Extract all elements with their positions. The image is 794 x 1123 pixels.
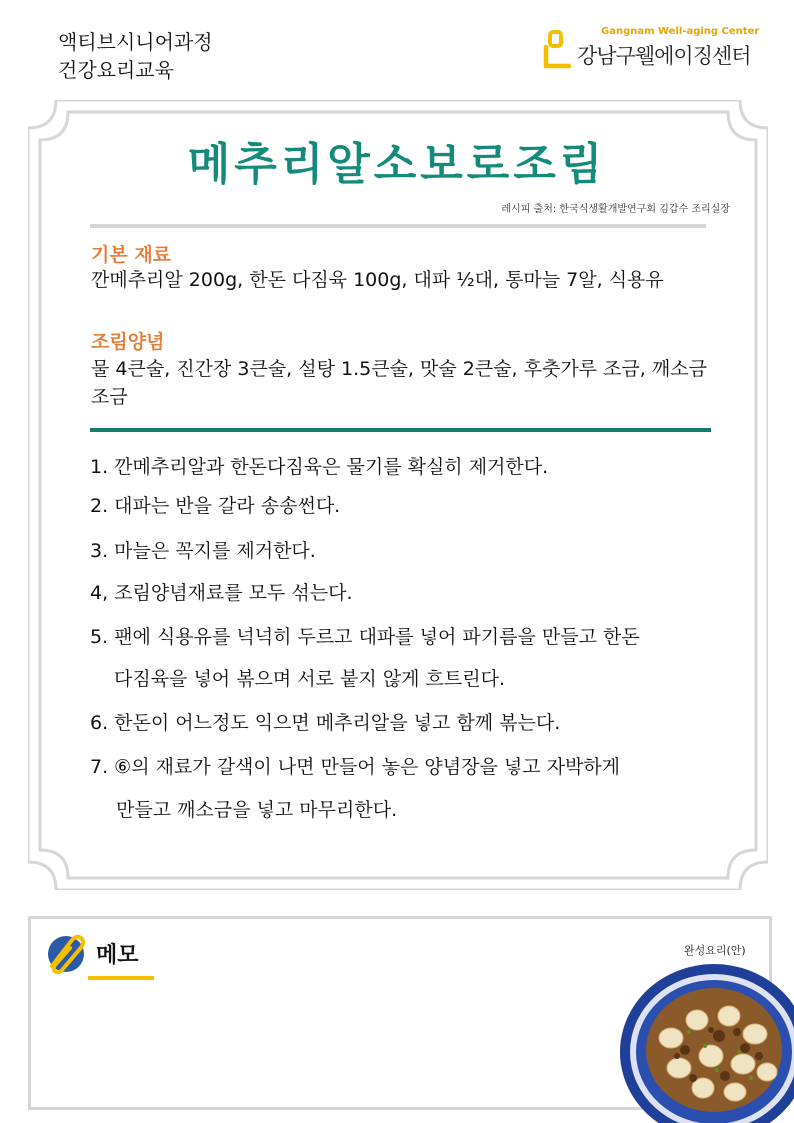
step-2: 2. 대파는 반을 갈라 송송썬다.	[90, 495, 341, 517]
step-4: 4, 조림양념재료를 모두 섞는다.	[90, 582, 353, 604]
step-6: 6. 한돈이 어느정도 익으면 메추리알을 넣고 함께 볶는다.	[90, 712, 561, 734]
memo-label: 메모	[96, 943, 139, 968]
photo-caption: 완성요리(안)	[684, 944, 746, 957]
step-5-continued: 다짐육을 넣어 볶으며 서로 붙지 않게 흐트린다.	[114, 668, 506, 690]
memo-underline	[88, 976, 154, 980]
program-line-2: 건강요리교육	[58, 58, 174, 82]
dish-photo	[619, 960, 794, 1123]
logo-mark-icon	[543, 30, 573, 70]
program-line-1: 액티브시니어과정	[58, 30, 213, 54]
divider-green	[90, 428, 711, 432]
recipe-title: 메추리알소보로조림	[187, 139, 607, 190]
center-name-ko: 강남구웰에이징센터	[577, 44, 751, 68]
basic-ingredients-text: 깐메추리알 200g, 한돈 다짐육 100g, 대파 ½대, 통마늘 7알, 식용유	[91, 269, 664, 291]
basic-ingredients-heading: 기본 재료	[91, 244, 172, 266]
step-7-continued: 만들고 깨소금을 넣고 마무리한다.	[116, 799, 398, 821]
divider-top	[90, 224, 706, 228]
step-1: 1. 깐메추리알과 한돈다짐육은 물기를 확실히 제거한다.	[90, 456, 549, 478]
center-name-en: Gangnam Well-aging Center	[601, 26, 760, 37]
seasoning-heading: 조림양념	[91, 331, 165, 353]
step-7: 7. ⑥의 재료가 갈색이 나면 만들어 놓은 양념장을 넣고 자박하게	[90, 756, 621, 778]
program-title	[58, 28, 213, 84]
seasoning-text: 물 4큰술, 진간장 3큰술, 설탕 1.5큰술, 맛술 2큰술, 후춧가루 조금, 깨소금 조금	[91, 358, 707, 408]
center-logo	[543, 24, 763, 76]
step-5: 5. 팬에 식용유를 넉넉히 두르고 대파를 넣어 파기름을 만들고 한돈	[90, 626, 640, 648]
step-3: 3. 마늘은 꼭지를 제거한다.	[90, 540, 316, 562]
paperclip-icon	[42, 930, 90, 978]
recipe-source: 레시피 출처: 한국식생활개발연구회 김갑수 조리실장	[501, 204, 730, 215]
